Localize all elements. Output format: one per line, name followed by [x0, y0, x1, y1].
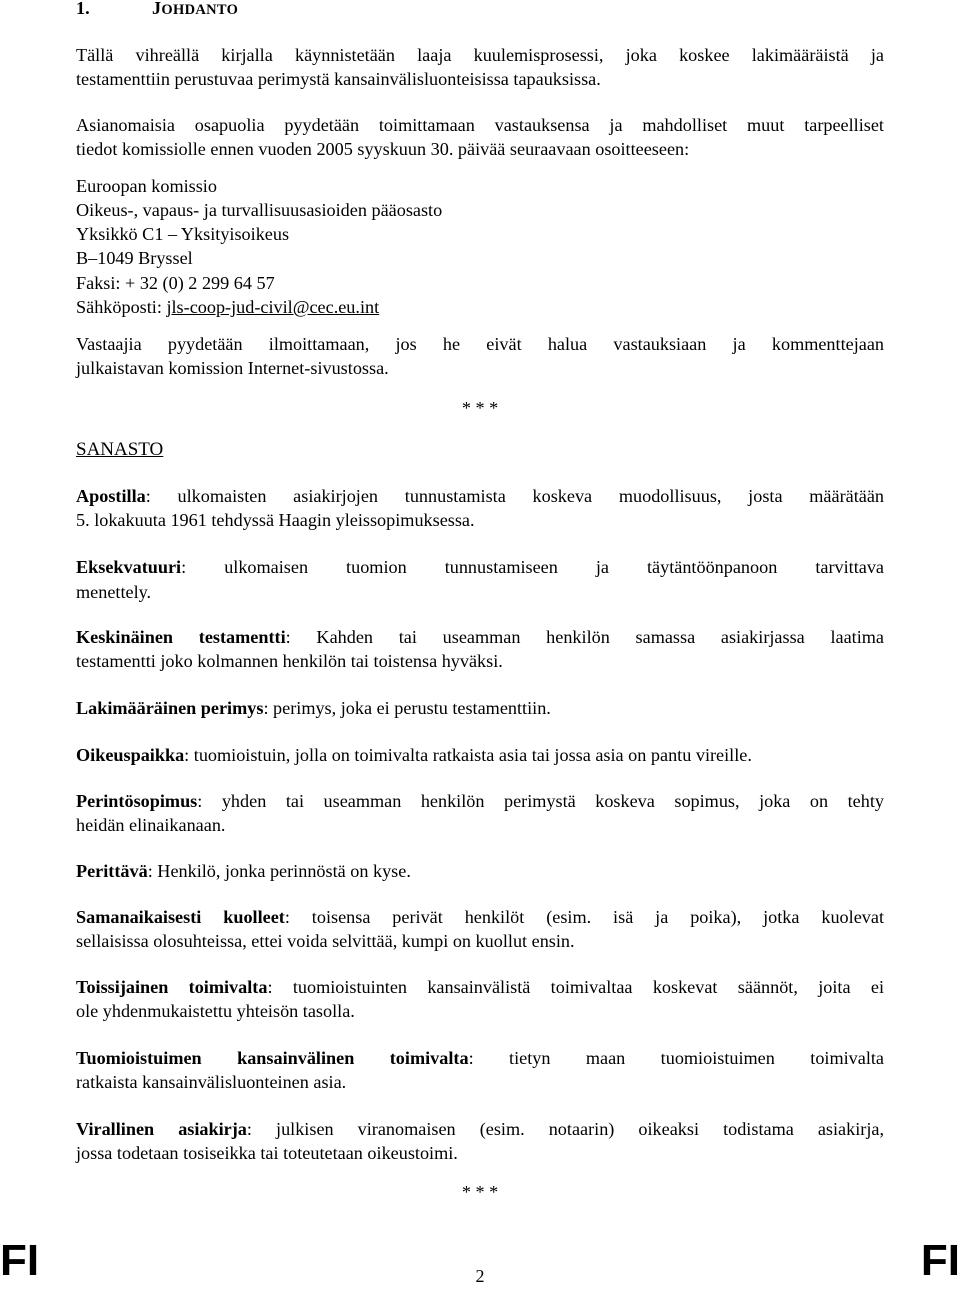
glossary-entry-4-line1: Lakimääräinen perimys: perimys, joka ei perustu testamenttiin. — [76, 698, 551, 718]
glossary-heading: SANASTO — [76, 439, 164, 460]
intro-p1-line1: Tällä vihreällä kirjalla käynnistetään laaja kuulemisprosessi, joka koskee lakimääräistä ja — [76, 45, 884, 65]
glossary-term: Toissijainen toimivalta — [76, 977, 268, 997]
address-line-5: Faksi: + 32 (0) 2 299 64 57 — [76, 273, 275, 293]
glossary-term: Apostilla — [76, 486, 146, 506]
intro-p2-line2: tiedot komissiolle ennen vuoden 2005 syyskuun 30. päivää seuraavaan osoitteeseen: — [76, 139, 690, 159]
glossary-entry-11-line2: jossa todetaan tosiseikka tai toteutetaan oikeustoimi. — [76, 1143, 458, 1163]
glossary-term: Oikeuspaikka — [76, 745, 185, 765]
glossary-term: Virallinen asiakirja — [76, 1119, 247, 1139]
footer-lang-left: FI — [0, 1236, 40, 1285]
address-line-2: Oikeus-, vapaus- ja turvallisuusasioiden pääosasto — [76, 200, 443, 220]
glossary-entry-9-line2: ole yhdenmukaistettu yhteisön tasolla. — [76, 1001, 355, 1021]
glossary-term: Lakimääräinen perimys — [76, 698, 264, 718]
section-title: JOHDANTO — [152, 0, 239, 18]
section-number: 1. — [76, 0, 90, 18]
glossary-entry-5-line1: Oikeuspaikka: tuomioistuin, jolla on toimivalta ratkaista asia tai jossa asia on pantu vireille. — [76, 745, 752, 765]
intro-p2-line1: Asianomaisia osapuolia pyydetään toimittamaan vastauksensa ja mahdolliset muut tarpeelliset — [76, 115, 884, 135]
glossary-entry-7-line1: Perittävä: Henkilö, jonka perinnöstä on kyse. — [76, 861, 411, 881]
separator-bottom: * * * — [461, 1182, 499, 1202]
glossary-term: Eksekvatuuri — [76, 557, 182, 577]
glossary-entry-8-line2: sellaisissa olosuhteissa, ettei voida selvittää, kumpi on kuollut ensin. — [76, 931, 575, 951]
glossary-term: Samanaikaisesti kuolleet — [76, 907, 285, 927]
address-email-line — [76, 295, 379, 320]
email-link[interactable]: jls-coop-jud-civil@cec.eu.int — [166, 297, 380, 317]
address-line-4: B–1049 Bryssel — [76, 248, 193, 268]
email-label: Sähköposti: — [76, 297, 167, 317]
glossary-entry-10-line2: ratkaista kansainvälisluonteinen asia. — [76, 1072, 347, 1092]
glossary-entry-6-line2: heidän elinaikanaan. — [76, 815, 226, 835]
notice-line1: Vastaajia pyydetään ilmoittamaan, jos he eivät halua vastauksiaan ja kommenttejaan — [76, 334, 884, 354]
glossary-entry-2-line2: menettely. — [76, 582, 152, 602]
page-number: 2 — [475, 1266, 485, 1286]
glossary-term: Keskinäinen testamentti — [76, 627, 286, 647]
glossary-entry-8-line1: Samanaikaisesti kuolleet: toisensa perivät henkilöt (esim. isä ja poika), jotka kuolevat — [76, 907, 884, 927]
glossary-entry-6-line1: Perintösopimus: yhden tai useamman henkilön perimystä koskeva sopimus, joka on tehty — [76, 791, 884, 811]
intro-p1-line2: testamenttiin perustuvaa perimystä kansainvälisluonteisissa tapauksissa. — [76, 69, 601, 89]
address-line-3: Yksikkö C1 – Yksityisoikeus — [76, 224, 290, 244]
notice-line2: julkaistavan komission Internet-sivustossa. — [76, 358, 389, 378]
glossary-entry-10-line1: Tuomioistuimen kansainvälinen toimivalta: tietyn maan tuomioistuimen toimivalta — [76, 1048, 885, 1068]
glossary-entry-11-line1: Virallinen asiakirja: julkisen viranomaisen (esim. notaarin) oikeaksi todistama asiakirja, — [76, 1119, 884, 1139]
glossary-term: Perittävä — [76, 861, 148, 881]
glossary-entry-2-line1: Eksekvatuuri: ulkomaisen tuomion tunnustamiseen ja täytäntöönpanoon tarvittava — [76, 557, 884, 577]
glossary-term: Tuomioistuimen kansainvälinen toimivalta — [76, 1048, 469, 1068]
glossary-entry-3-line1: Keskinäinen testamentti: Kahden tai useamman henkilön samassa asiakirjassa laatima — [76, 627, 884, 647]
separator-top: * * * — [461, 398, 499, 418]
glossary-term: Perintösopimus — [76, 791, 198, 811]
glossary-entry-9-line1: Toissijainen toimivalta: tuomioistuinten kansainvälistä toimivaltaa koskevat säännöt, joita ei — [76, 977, 884, 997]
footer-lang-right: FI — [920, 1236, 960, 1285]
glossary-entry-3-line2: testamentti joko kolmannen henkilön tai toistensa hyväksi. — [76, 651, 503, 671]
glossary-entry-1-line1: Apostilla: ulkomaisten asiakirjojen tunnustamista koskeva muodollisuus, josta määrätään — [76, 486, 884, 506]
address-line-1: Euroopan komissio — [76, 176, 217, 196]
glossary-entry-1-line2: 5. lokakuuta 1961 tehdyssä Haagin yleissopimuksessa. — [76, 510, 475, 530]
